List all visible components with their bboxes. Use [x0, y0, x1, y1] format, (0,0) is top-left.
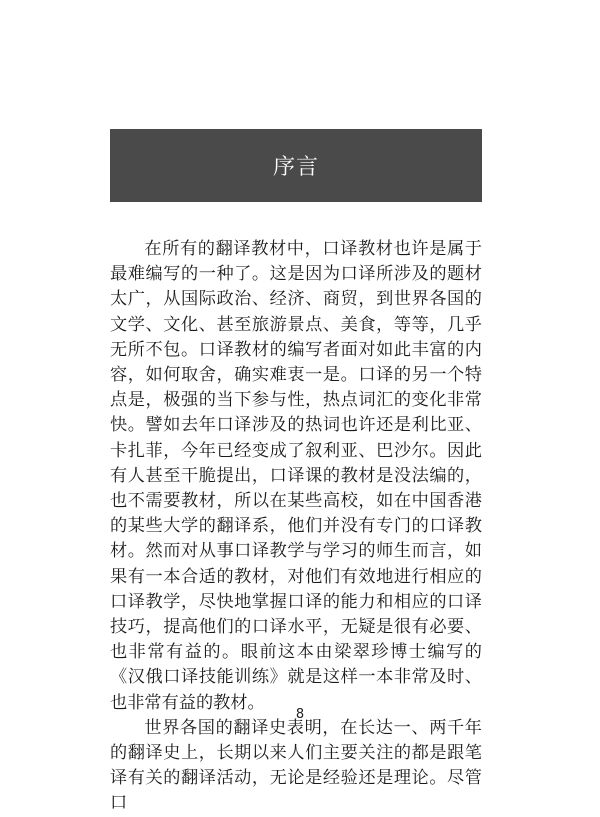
paragraph-1: 在所有的翻译教材中，口译教材也许是属于最难编写的一种了。这是因为口译所涉及的题材太广，从国际政治、经济、商贸，到世界各国的文学、文化、甚至旅游景点、美食，等等，几乎无所不包。口译教材的编写者面对如此丰富的内容，如何取舍，确实难衷一是。口译的另一个特点是，极强的当下参与性，热点词汇的变化非常快。譬如去年口译涉及的热词也许还是利比亚、卡扎菲，今年已经变成了叙利亚、巴沙尔。因此有人甚至干脆提出，口译课的教材是没法编的，也不需要教材，所以在某些高校，如在中国香港的某些大学的翻译系，他们并没有专门的口译教材。然而对从事口译教学与学习的师生而言，如果有一本合适的教材，对他们有效地进行相应的口译教学，尽快地掌握口译的能力和相应的口译技巧，提高他们的口译水平，无疑是很有必要、也非常有益的。眼前这本由梁翠珍博士编写的《汉俄口译技能训练》就是这样一本非常及时、也非常有益的教材。	[110, 239, 482, 713]
body-text	[110, 237, 482, 817]
chapter-header-band	[110, 129, 482, 202]
page-number: 8	[295, 707, 305, 722]
paragraph-2: 世界各国的翻译史表明，在长达一、两千年的翻译史上，长期以来人们主要关注的都是跟笔译有关的翻译活动，无论是经验还是理论。尽管口	[110, 717, 482, 814]
chapter-title: 序言	[272, 155, 319, 180]
